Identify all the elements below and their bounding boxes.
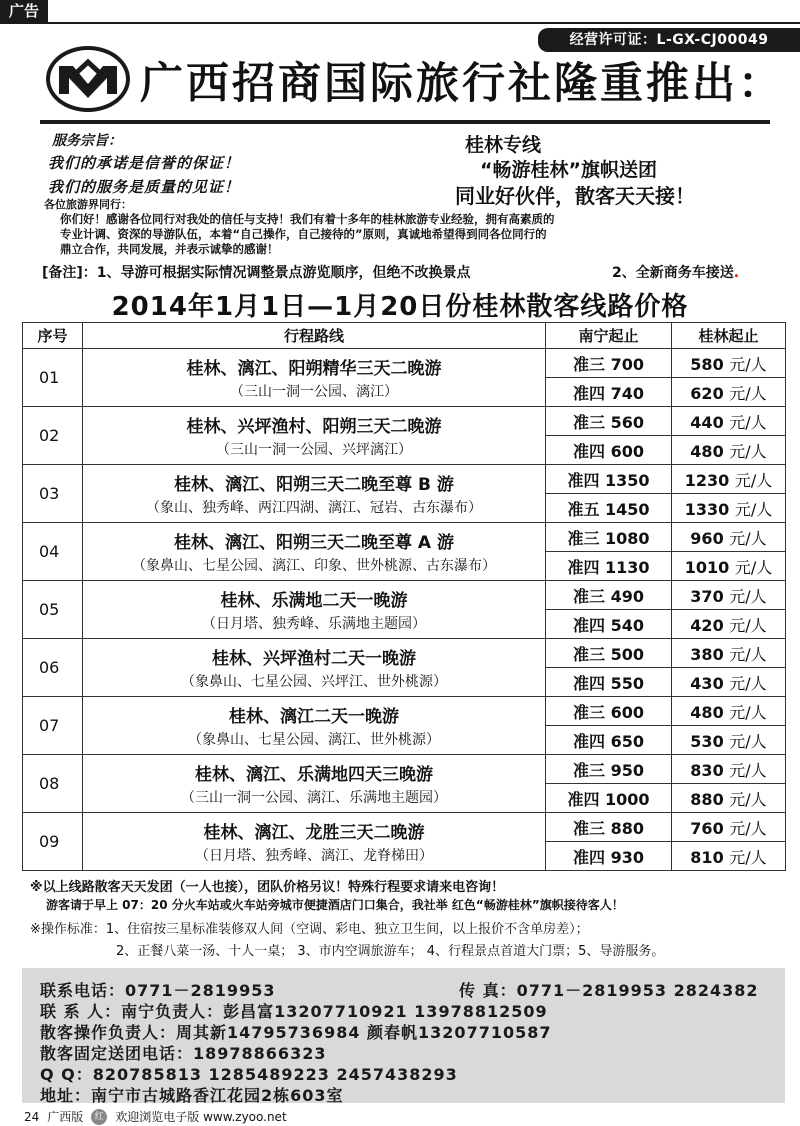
route-number: 07 bbox=[23, 697, 83, 755]
table-row bbox=[23, 755, 786, 784]
route-spots: （象鼻山、七星公园、漓江、世外桃源） bbox=[188, 732, 440, 748]
route-spots: （三山一洞一公园、漓江、乐满地主题园） bbox=[181, 790, 447, 806]
price-nanning: 准四 740 bbox=[546, 378, 672, 407]
price-guilin-value: 580 bbox=[690, 354, 724, 374]
route-name: 桂林、乐满地二天一晚游 bbox=[220, 591, 408, 611]
price-unit: 元/人 bbox=[729, 702, 767, 722]
price-guilin bbox=[672, 552, 786, 581]
route-cell bbox=[83, 407, 546, 465]
intro-line-3: 鼎立合作，共同发展，并表示诚挚的感谢！ bbox=[60, 242, 279, 256]
route-number: 08 bbox=[23, 755, 83, 813]
route-number: 01 bbox=[23, 349, 83, 407]
route-spots: （日月塔、独秀峰、漓江、龙脊梯田） bbox=[195, 848, 433, 864]
price-unit: 元/人 bbox=[729, 412, 767, 432]
price-guilin-value: 1330 bbox=[684, 499, 730, 519]
price-unit: 元/人 bbox=[729, 354, 767, 374]
route-name: 桂林、漓江、龙胜三天二晚游 bbox=[203, 823, 425, 843]
price-unit: 元/人 bbox=[729, 760, 767, 780]
price-guilin-value: 830 bbox=[690, 760, 724, 780]
motto-title: 服务宗旨： bbox=[52, 133, 122, 149]
route-cell bbox=[83, 813, 546, 871]
footnote-standard-1: ※操作标准：1、住宿按三星标准装修双人间（空调、彩电、独立卫生间，以上报价不含单房差）； bbox=[30, 922, 589, 937]
price-nanning: 准四 930 bbox=[546, 842, 672, 871]
contact-phone: 联系电话：0771－2819953 bbox=[40, 981, 276, 1000]
price-nanning: 准四 600 bbox=[546, 436, 672, 465]
price-nanning: 准三 600 bbox=[546, 697, 672, 726]
table-row bbox=[23, 523, 786, 552]
price-guilin-value: 530 bbox=[690, 731, 724, 751]
price-unit: 元/人 bbox=[729, 818, 767, 838]
price-unit: 元/人 bbox=[729, 383, 767, 403]
price-guilin-value: 960 bbox=[690, 528, 724, 548]
price-guilin bbox=[672, 639, 786, 668]
intro-line-1: 你们好！感谢各位同行对我处的信任与支持！我们有着十多年的桂林旅游专业经验，拥有高素质的 bbox=[60, 212, 555, 226]
route-spots: （象鼻山、七星公园、兴坪江、世外桃源） bbox=[181, 674, 447, 690]
remark-1: [备注]：1、导游可根据实际情况调整景点游览顺序，但绝不改换景点 bbox=[42, 265, 471, 281]
price-guilin bbox=[672, 842, 786, 871]
table-row bbox=[23, 813, 786, 842]
price-guilin bbox=[672, 494, 786, 523]
intro-line-2: 专业计调、资深的导游队伍，本着“自己操作，自己接待的”原则，真诚地希望得到同各位同行的 bbox=[60, 227, 547, 241]
price-nanning: 准四 1130 bbox=[546, 552, 672, 581]
route-number: 04 bbox=[23, 523, 83, 581]
price-unit: 元/人 bbox=[734, 470, 773, 490]
contact-panel bbox=[22, 968, 785, 1103]
route-name: 桂林、漓江、阳朔三天二晚至尊 A 游 bbox=[174, 533, 454, 553]
price-guilin bbox=[672, 349, 786, 378]
price-guilin bbox=[672, 784, 786, 813]
price-guilin bbox=[672, 610, 786, 639]
route-cell bbox=[83, 697, 546, 755]
price-guilin bbox=[672, 407, 786, 436]
price-nanning: 准三 700 bbox=[546, 349, 672, 378]
route-name: 桂林、漓江、乐满地四天三晚游 bbox=[195, 765, 433, 785]
route-name: 桂林、兴坪渔村、阳朔三天二晚游 bbox=[186, 417, 442, 437]
route-number: 06 bbox=[23, 639, 83, 697]
route-cell bbox=[83, 639, 546, 697]
price-nanning: 准四 550 bbox=[546, 668, 672, 697]
company-logo-icon bbox=[46, 46, 130, 112]
price-nanning: 准三 950 bbox=[546, 755, 672, 784]
route-cell bbox=[83, 755, 546, 813]
price-guilin-value: 1010 bbox=[684, 557, 730, 577]
price-unit: 元/人 bbox=[734, 557, 773, 577]
special-line-title: 桂林专线 bbox=[465, 134, 542, 156]
price-guilin bbox=[672, 726, 786, 755]
contact-operator: 散客操作负责人：周其新14795736984 颜春帆13207710587 bbox=[40, 1023, 552, 1042]
footnote-daily: ※以上线路散客天天发团（一人也接），团队价格另议！特殊行程要求请来电咨询！ bbox=[30, 880, 505, 895]
route-spots: （三山一洞一公园、兴坪漓江） bbox=[216, 442, 412, 458]
route-spots: （三山一洞一公园、漓江） bbox=[230, 384, 398, 400]
price-guilin-value: 1230 bbox=[684, 470, 730, 490]
price-nanning: 准四 1000 bbox=[546, 784, 672, 813]
header-no: 序号 bbox=[23, 323, 83, 349]
remark-2-text: 2、全新商务车接送 bbox=[612, 265, 734, 281]
page-number: 24 bbox=[24, 1109, 40, 1124]
price-table-title: 2014年1月1日—1月20日份桂林散客线路价格 bbox=[111, 292, 689, 322]
price-nanning: 准三 1080 bbox=[546, 523, 672, 552]
route-cell bbox=[83, 349, 546, 407]
headline: 广西招商国际旅行社隆重推出： bbox=[140, 59, 784, 109]
price-guilin-value: 380 bbox=[690, 644, 724, 664]
contact-address: 地址：南宁市古城路香江花园2栋603室 bbox=[40, 1086, 344, 1105]
page-footer bbox=[24, 1108, 287, 1125]
route-name: 桂林、漓江二天一晚游 bbox=[229, 707, 399, 727]
route-name: 桂林、漓江、阳朔精华三天二晚游 bbox=[186, 359, 442, 379]
route-name: 桂林、漓江、阳朔三天二晚至尊 B 游 bbox=[174, 475, 454, 495]
price-guilin-value: 880 bbox=[690, 789, 724, 809]
header-nanning: 南宁起止 bbox=[546, 323, 672, 349]
price-guilin bbox=[672, 436, 786, 465]
table-header-row bbox=[23, 323, 786, 349]
website-link[interactable]: 欢迎浏览电子版 www.zyoo.net bbox=[115, 1110, 287, 1124]
price-nanning: 准三 500 bbox=[546, 639, 672, 668]
price-guilin bbox=[672, 523, 786, 552]
contact-qq: Q Q：820785813 1285489223 2457438293 bbox=[40, 1065, 458, 1084]
special-line-slogan: 同业好伙伴，散客天天接！ bbox=[455, 184, 695, 208]
footnote-meeting: 游客请于早上 07：20 分火车站或火车站旁城市便捷酒店门口集合，我社举 红色“畅游桂林”旗帜接待客人！ bbox=[46, 898, 624, 912]
motto-line-2: 我们的服务是质量的见证！ bbox=[48, 178, 241, 196]
route-number: 05 bbox=[23, 581, 83, 639]
price-guilin-value: 480 bbox=[690, 702, 724, 722]
route-spots: （象山、独秀峰、两江四湖、漓江、冠岩、古东瀑布） bbox=[146, 500, 482, 516]
contact-fixed-phone: 散客固定送团电话：18978866323 bbox=[40, 1044, 327, 1063]
price-guilin-value: 760 bbox=[690, 818, 724, 838]
table-row bbox=[23, 465, 786, 494]
price-guilin bbox=[672, 465, 786, 494]
license-number: 经营许可证：L-GX-CJ00049 bbox=[538, 28, 800, 52]
price-nanning: 准四 650 bbox=[546, 726, 672, 755]
price-nanning: 准四 1350 bbox=[546, 465, 672, 494]
route-number: 03 bbox=[23, 465, 83, 523]
price-unit: 元/人 bbox=[734, 499, 773, 519]
price-table bbox=[22, 322, 785, 871]
price-guilin bbox=[672, 755, 786, 784]
price-guilin-value: 440 bbox=[690, 412, 724, 432]
special-line-flag: “畅游桂林”旗帜送团 bbox=[480, 159, 657, 181]
price-guilin bbox=[672, 697, 786, 726]
publisher-logo-icon: 红 bbox=[91, 1109, 107, 1125]
header-guilin: 桂林起止 bbox=[672, 323, 786, 349]
price-unit: 元/人 bbox=[729, 615, 767, 635]
route-cell bbox=[83, 465, 546, 523]
top-rule bbox=[0, 22, 800, 24]
price-unit: 元/人 bbox=[729, 528, 767, 548]
price-guilin-value: 810 bbox=[690, 847, 724, 867]
table-row bbox=[23, 349, 786, 378]
price-guilin-value: 620 bbox=[690, 383, 724, 403]
footnote-standard-2: 2、正餐八菜一汤、十人一桌； 3、市内空调旅游车； 4、行程景点首道大门票；5、导游服务。 bbox=[116, 944, 665, 959]
table-row bbox=[23, 697, 786, 726]
price-unit: 元/人 bbox=[729, 586, 767, 606]
price-nanning: 准五 1450 bbox=[546, 494, 672, 523]
price-unit: 元/人 bbox=[729, 847, 767, 867]
ad-label: 广告 bbox=[0, 0, 48, 22]
headline-rule bbox=[40, 120, 770, 124]
header-route: 行程路线 bbox=[83, 323, 546, 349]
remark-2 bbox=[612, 262, 739, 282]
table-row bbox=[23, 407, 786, 436]
route-spots: （象鼻山、七星公园、漓江、印象、世外桃源、古东瀑布） bbox=[132, 558, 496, 574]
price-nanning: 准三 560 bbox=[546, 407, 672, 436]
price-nanning: 准三 880 bbox=[546, 813, 672, 842]
motto-line-1: 我们的承诺是信誉的保证！ bbox=[48, 154, 241, 172]
price-nanning: 准四 540 bbox=[546, 610, 672, 639]
edition-label: 广西版 bbox=[47, 1110, 84, 1124]
contact-person: 联 系 人：南宁负责人：彭昌富13207710921 13978812509 bbox=[40, 1002, 548, 1021]
route-cell bbox=[83, 581, 546, 639]
greeting-title: 各位旅游界同行： bbox=[44, 198, 132, 211]
route-spots: （日月塔、独秀峰、乐满地主题园） bbox=[202, 616, 426, 632]
price-nanning: 准三 490 bbox=[546, 581, 672, 610]
route-number: 02 bbox=[23, 407, 83, 465]
price-guilin-value: 480 bbox=[690, 441, 724, 461]
route-name: 桂林、兴坪渔村二天一晚游 bbox=[212, 649, 416, 669]
table-row bbox=[23, 581, 786, 610]
price-guilin bbox=[672, 581, 786, 610]
route-number: 09 bbox=[23, 813, 83, 871]
price-guilin bbox=[672, 378, 786, 407]
price-guilin-value: 420 bbox=[690, 615, 724, 635]
price-unit: 元/人 bbox=[729, 731, 767, 751]
price-unit: 元/人 bbox=[729, 644, 767, 664]
price-guilin-value: 430 bbox=[690, 673, 724, 693]
route-cell bbox=[83, 523, 546, 581]
price-guilin-value: 370 bbox=[690, 586, 724, 606]
price-guilin bbox=[672, 668, 786, 697]
price-unit: 元/人 bbox=[729, 441, 767, 461]
contact-fax: 传 真：0771－2819953 2824382 bbox=[459, 981, 759, 1000]
price-guilin bbox=[672, 813, 786, 842]
remark-dot: . bbox=[733, 265, 740, 281]
price-unit: 元/人 bbox=[729, 789, 767, 809]
price-unit: 元/人 bbox=[729, 673, 767, 693]
table-row bbox=[23, 639, 786, 668]
